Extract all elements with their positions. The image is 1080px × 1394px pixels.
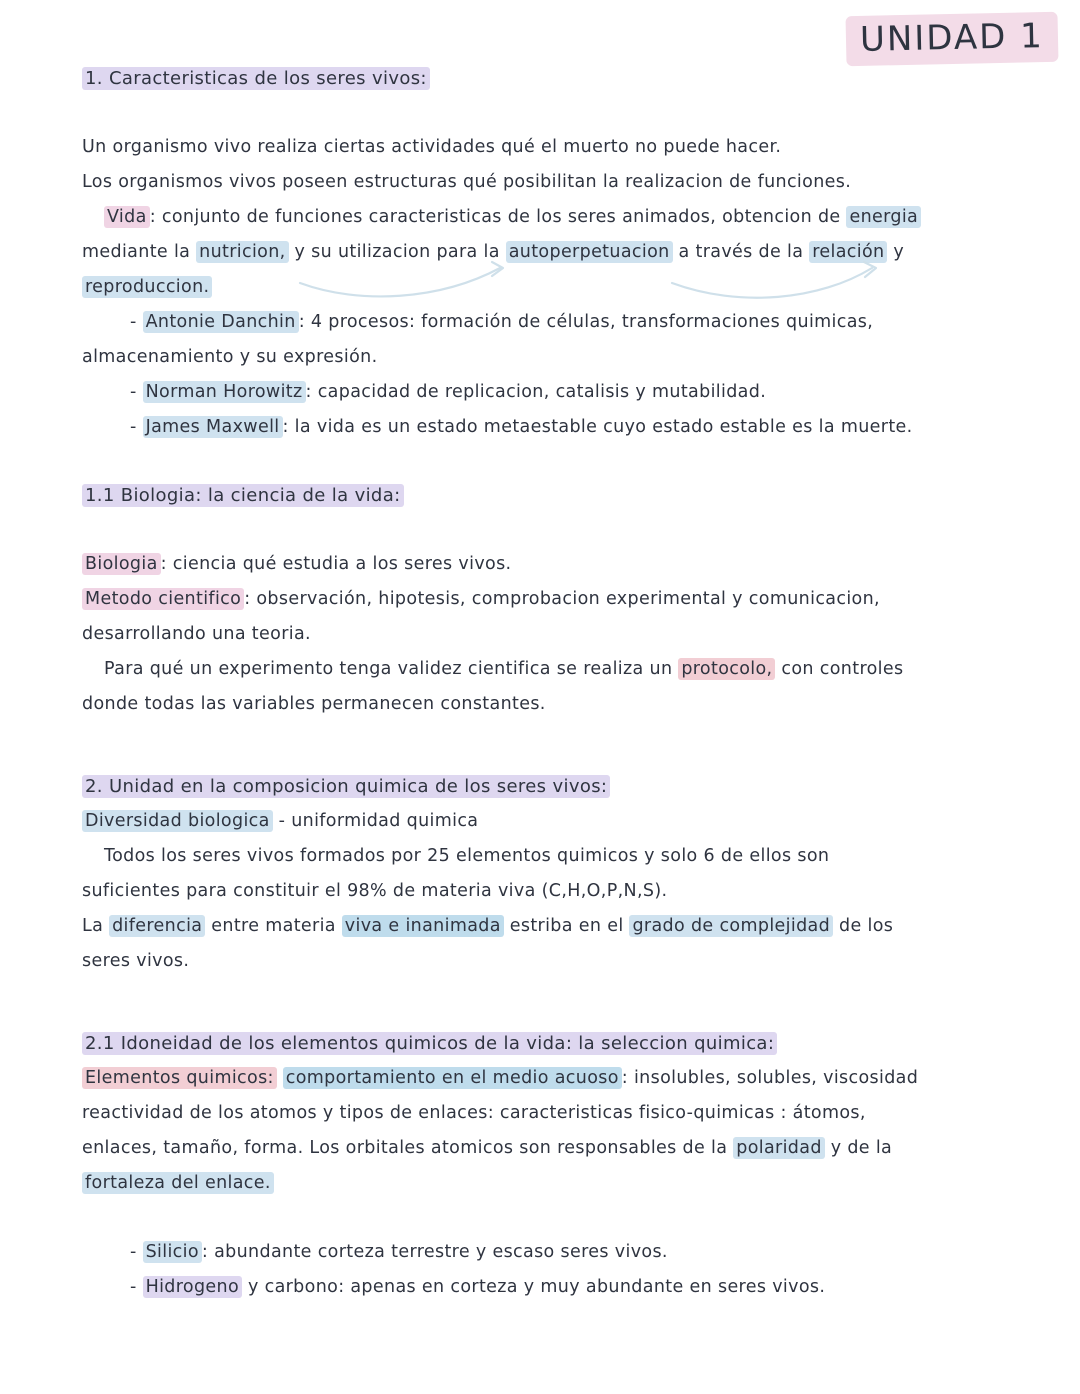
bullet-danchin	[82, 305, 998, 340]
text: : insolubles, solubles, viscosidad	[621, 1068, 919, 1088]
highlight-metodo-cientifico: Metodo cientifico	[82, 588, 244, 610]
paragraph-21-4	[82, 1166, 998, 1201]
text: estriba en el	[503, 916, 630, 936]
text: : abundante corteza terrestre y escaso seres vivos.	[201, 1242, 668, 1262]
text: donde todas las variables permanecen constantes.	[82, 694, 546, 714]
section-heading-1-text: 1. Caracteristicas de los seres vivos:	[82, 67, 430, 90]
highlight-diversidad-biologica: Diversidad biologica	[82, 810, 273, 832]
spacer	[82, 96, 998, 130]
text: y carbono: apenas en corteza y muy abundante en seres vivos.	[242, 1277, 826, 1297]
bullet-hidrogeno	[82, 1270, 998, 1305]
notes-content	[82, 62, 998, 1305]
paragraph-11-5	[82, 687, 998, 722]
bullet-horowitz	[82, 375, 998, 410]
highlight-comportamiento-medio-acuoso: comportamiento en el medio acuoso	[283, 1067, 622, 1089]
page-title: UNIDAD 1	[846, 12, 1059, 66]
highlight-polaridad: polaridad	[733, 1137, 825, 1159]
section-heading-1	[82, 62, 998, 96]
section-heading-1-1	[82, 479, 998, 513]
text: de los	[833, 916, 894, 936]
paragraph-2-5	[82, 944, 998, 979]
paragraph-21-2	[82, 1096, 998, 1131]
paragraph-1-5	[82, 270, 998, 305]
highlight-biologia: Biologia	[82, 553, 161, 575]
spacer	[82, 722, 998, 770]
text	[277, 1068, 283, 1088]
text: y	[887, 242, 905, 262]
text: Todos los seres vivos formados por 25 elementos quimicos y solo 6 de ellos son	[104, 846, 830, 866]
text: entre materia	[205, 916, 342, 936]
text: Para qué un experimento tenga validez cientifica se realiza un	[104, 659, 679, 679]
highlight-diferencia: diferencia	[109, 915, 205, 937]
highlight-fortaleza-enlace: fortaleza del enlace.	[82, 1172, 274, 1194]
text: reactividad de los atomos y tipos de enlaces: caracteristicas fisico-quimicas : átomos,	[82, 1103, 866, 1123]
section-heading-2-1	[82, 1027, 998, 1061]
highlight-norman-horowitz: Norman Horowitz	[143, 381, 306, 403]
text: y su utilizacion para la	[288, 242, 506, 262]
highlight-silicio: Silicio	[143, 1241, 202, 1263]
paragraph-1-7	[82, 340, 998, 375]
text: Los organismos vivos poseen estructuras qué posibilitan la realizacion de funciones.	[82, 172, 852, 192]
text: a través de la	[672, 242, 810, 262]
paragraph-11-3	[82, 617, 998, 652]
bullet-silicio	[82, 1235, 998, 1270]
highlight-hidrogeno: Hidrogeno	[143, 1276, 242, 1298]
text: : conjunto de funciones caracteristicas de los seres animados, obtencion de	[149, 207, 847, 227]
paragraph-11-1	[82, 547, 998, 582]
text: : la vida es un estado metaestable cuyo estado estable es la muerte.	[282, 417, 913, 437]
spacer	[82, 513, 998, 547]
highlight-elementos-quimicos: Elementos quimicos:	[82, 1067, 277, 1089]
paragraph-1-3	[82, 200, 998, 235]
paragraph-21-1	[82, 1061, 998, 1096]
highlight-protocolo: protocolo,	[678, 658, 775, 680]
text: : capacidad de replicacion, catalisis y mutabilidad.	[305, 382, 767, 402]
text: Un organismo vivo realiza ciertas actividades qué el muerto no puede hacer.	[82, 137, 782, 157]
highlight-nutricion: nutricion,	[196, 241, 288, 263]
highlight-antonie-danchin: Antonie Danchin	[143, 311, 299, 333]
highlight-james-maxwell: James Maxwell	[143, 416, 283, 438]
text: -	[130, 1277, 143, 1297]
paragraph-11-4	[82, 652, 998, 687]
paragraph-11-2	[82, 582, 998, 617]
text: con controles	[775, 659, 904, 679]
highlight-vida: Vida	[104, 206, 150, 228]
highlight-viva-e-inanimada: viva e inanimada	[342, 915, 504, 937]
text: : observación, hipotesis, comprobacion experimental y comunicacion,	[244, 589, 880, 609]
text: -	[130, 1242, 143, 1262]
paragraph-1-1	[82, 130, 998, 165]
highlight-relacion: relación	[809, 241, 887, 263]
bullet-maxwell	[82, 410, 998, 445]
paragraph-2-1	[82, 804, 998, 839]
text: -	[130, 382, 143, 402]
highlight-reproduccion: reproduccion.	[82, 276, 212, 298]
text: desarrollando una teoria.	[82, 624, 311, 644]
text: seres vivos.	[82, 951, 190, 971]
spacer	[82, 979, 998, 1027]
section-heading-2-text: 2. Unidad en la composicion quimica de los seres vivos:	[82, 775, 610, 798]
text: enlaces, tamaño, forma. Los orbitales atomicos son responsables de la	[82, 1138, 734, 1158]
text: - uniformidad quimica	[272, 811, 479, 831]
text: La	[82, 916, 110, 936]
paragraph-2-4	[82, 909, 998, 944]
highlight-grado-complejidad: grado de complejidad	[629, 915, 833, 937]
spacer	[82, 1201, 998, 1235]
text: -	[130, 417, 143, 437]
section-heading-1-1-text: 1.1 Biologia: la ciencia de la vida:	[82, 484, 404, 507]
text: mediante la	[82, 242, 197, 262]
paragraph-2-3	[82, 874, 998, 909]
text: : 4 procesos: formación de células, transformaciones quimicas,	[298, 312, 874, 332]
text: y de la	[824, 1138, 893, 1158]
paragraph-1-2	[82, 165, 998, 200]
paragraph-1-4	[82, 235, 998, 270]
spacer	[82, 445, 998, 479]
text: suficientes para constituir el 98% de materia viva (C,H,O,P,N,S).	[82, 881, 668, 901]
text: almacenamiento y su expresión.	[82, 347, 378, 367]
section-heading-2	[82, 770, 998, 804]
section-heading-2-1-text: 2.1 Idoneidad de los elementos quimicos de la vida: la seleccion quimica:	[82, 1032, 777, 1055]
text: -	[130, 312, 143, 332]
highlight-autoperpetuacion: autoperpetuacion	[506, 241, 673, 263]
text: : ciencia qué estudia a los seres vivos.	[160, 554, 512, 574]
paragraph-2-2	[82, 839, 998, 874]
paragraph-21-3	[82, 1131, 998, 1166]
highlight-energia: energia	[846, 206, 921, 228]
